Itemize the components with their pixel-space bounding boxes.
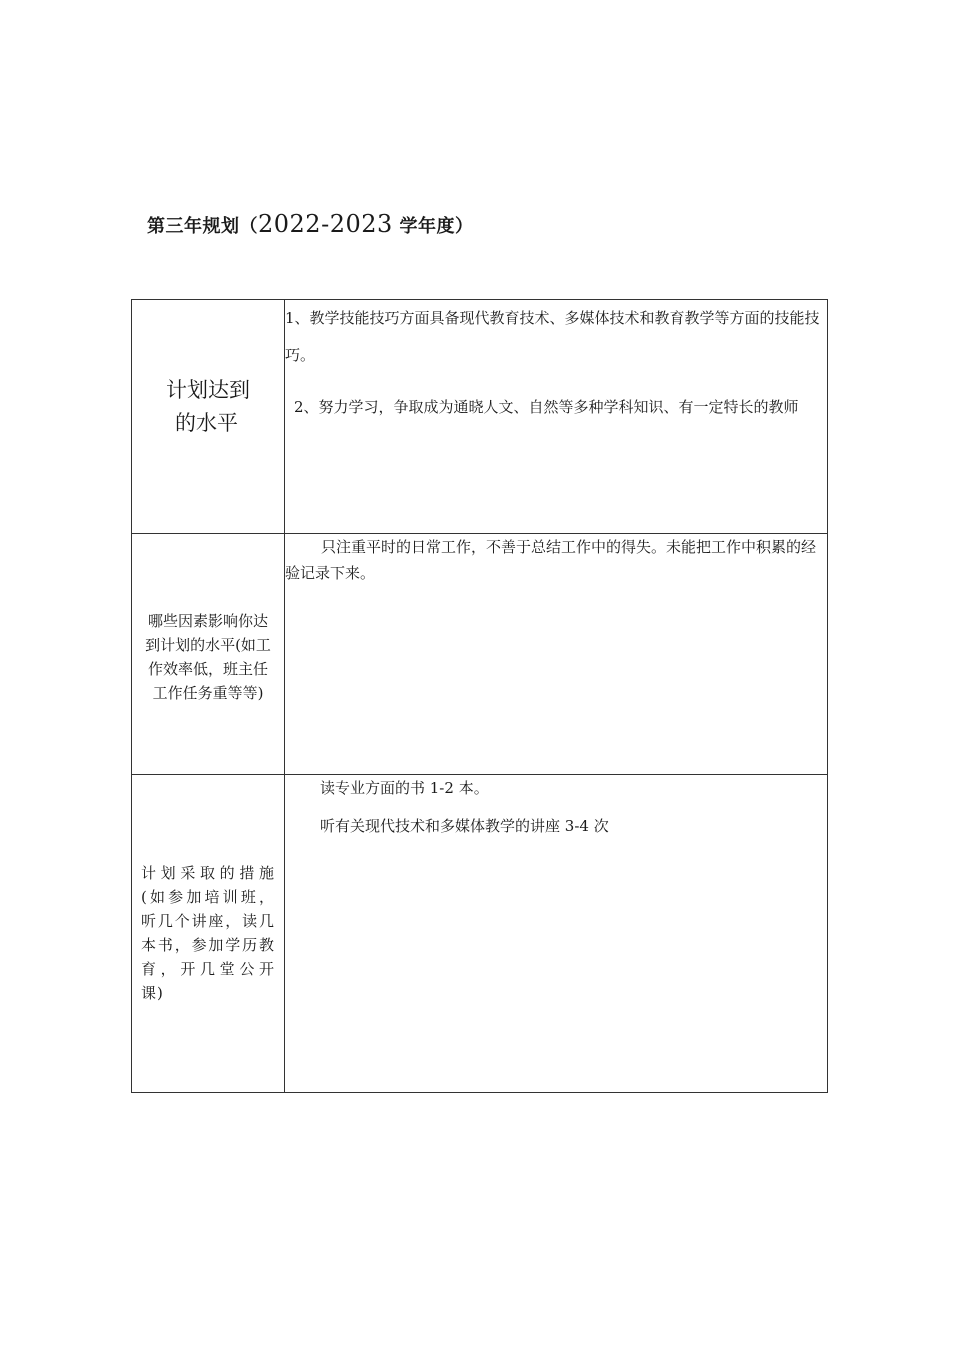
row-content-measures xyxy=(285,774,828,1092)
label-text: 哪些因素影响你达到计划的水平(如工作效率低，班主任工作任务重等等) xyxy=(145,611,271,702)
row-content-influencing-factors xyxy=(285,534,828,774)
content-paragraph: 2、努力学习，争取成为通晓人文、自然等多种学科知识、有一定特长的教师 xyxy=(294,398,799,416)
title-years: 2022-2023 xyxy=(258,210,393,238)
plan-table xyxy=(131,299,828,1093)
content-paragraph: 读专业方面的书 1-2 本。 xyxy=(320,778,489,797)
content-paragraph: 只注重平时的日常工作，不善于总结工作中的得失。未能把工作中积累的经验记录下来。 xyxy=(285,538,817,583)
row-label-influencing-factors xyxy=(132,534,285,774)
row-label-target-level xyxy=(132,300,285,534)
page-title xyxy=(147,210,474,238)
content-paragraph: 1、教学技能技巧方面具备现代教育技术、多媒体技术和教育教学等方面的技能技巧。 xyxy=(285,309,820,364)
row-content-target-level xyxy=(285,300,828,534)
label-text: 计划采取的措施(如参加培训班，听几个讲座，读几本书，参加学历教育，开几堂公开课) xyxy=(141,864,275,1003)
table-row-target-level xyxy=(132,300,828,534)
content-paragraph: 听有关现代技术和多媒体教学的讲座 3-4 次 xyxy=(320,816,609,835)
title-prefix: 第三年规划（ xyxy=(147,216,258,237)
row-label-measures xyxy=(132,774,285,1092)
title-suffix: 学年度） xyxy=(392,216,474,237)
table-row-measures xyxy=(132,774,828,1092)
label-line-1: 计划达到 xyxy=(166,377,250,402)
label-line-2: 的水平 xyxy=(175,410,238,435)
table-row-influencing-factors xyxy=(132,534,828,774)
